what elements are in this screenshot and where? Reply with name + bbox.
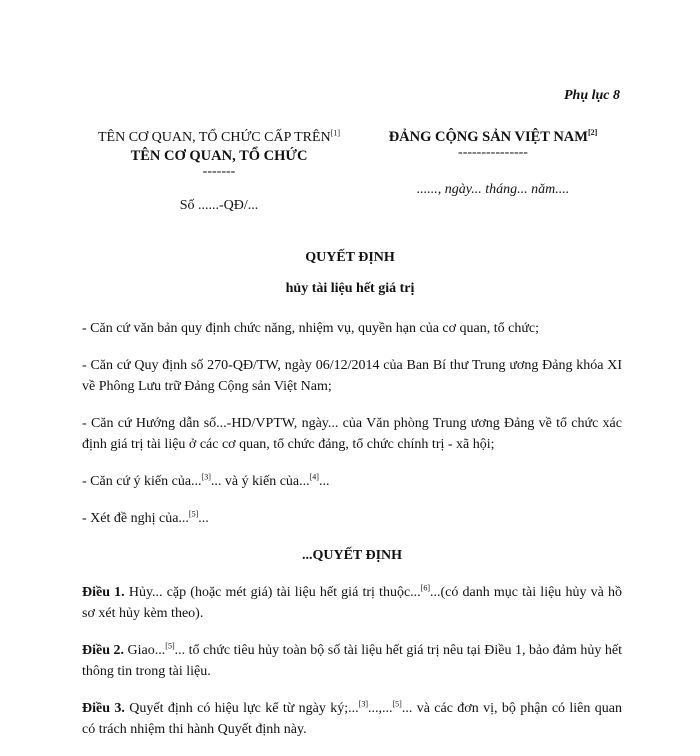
title-block [0, 250, 700, 297]
article-3: Điều 3. Quyết định có hiệu lực kể từ ngày ký;...[3]...,...[5]... và các đơn vị, bộ phận có liên quan có trách nhiệm thi hành Quyết định này. [82, 699, 622, 737]
basis-paragraph: - Căn cứ Quy định số 270-QĐ/TW, ngày 06/12/2014 của Ban Bí thư Trung ương Đảng khóa XI về Phông Lưu trữ Đảng Cộng sản Việt Nam; [82, 358, 622, 394]
footnote-ref: [5] [165, 641, 175, 651]
footnote-ref: [3] [358, 699, 368, 709]
footnote-ref: [3] [201, 472, 211, 482]
appendix-label: Phụ lục 8 [563, 88, 620, 103]
article-2: Điều 2. Giao...[5]... tổ chức tiêu hủy toàn bộ số tài liệu hết giá trị nêu tại Điều 1, bảo đảm hủy hết thông tin trong tài liệu. [82, 641, 623, 679]
organization-name: TÊN CƠ QUAN, TỔ CHỨC [130, 148, 308, 164]
document-title: QUYẾT ĐỊNH [305, 250, 395, 265]
footnote-ref: [6] [420, 583, 430, 593]
article-1: Điều 1. Hủy... cặp (hoặc mét giá) tài liệu hết giá trị thuộc...[6]...(có danh mục tài liệu hủy và hồ sơ xét hủy kèm theo). [82, 583, 623, 621]
footnote-ref: [4] [309, 472, 319, 482]
document-number: Số ......-QĐ/... [179, 198, 259, 213]
parent-organization: TÊN CƠ QUAN, TỔ CHỨC CẤP TRÊN[1] [97, 128, 340, 145]
footnote-ref: [2] [587, 128, 598, 138]
footnote-ref: [1] [330, 128, 340, 138]
footnote-ref: [5] [188, 509, 199, 519]
article-label: Điều 2. [82, 643, 125, 658]
party-separator: --------------- [458, 145, 528, 160]
article-label: Điều 1. [82, 585, 125, 600]
basis-paragraph: - Xét đề nghị của...[5]... [82, 509, 209, 526]
article-label: Điều 3. [82, 701, 125, 716]
basis-paragraph: - Căn cứ ý kiến của...[3]... và ý kiến của...[4]... [82, 472, 330, 489]
decision-heading: ...QUYẾT ĐỊNH [301, 548, 403, 563]
footnote-ref: [5] [392, 699, 402, 709]
party-name: ĐẢNG CỘNG SẢN VIỆT NAM[2] [388, 128, 598, 145]
basis-paragraph: - Căn cứ văn bản quy định chức năng, nhiệm vụ, quyền hạn của cơ quan, tổ chức; [82, 321, 540, 336]
header-right [368, 128, 618, 199]
date-line: ......, ngày... tháng... năm.... [416, 182, 570, 197]
document-subtitle: hủy tài liệu hết giá trị [285, 281, 415, 296]
document-body [82, 318, 622, 756]
organization-separator: ------- [202, 164, 236, 179]
basis-paragraph: - Căn cứ Hướng dẫn số...-HD/VPTW, ngày... của Văn phòng Trung ương Đảng về tổ chức xác định giá trị tài liệu ở các cơ quan, tổ chức đảng, tổ chức chính trị - xã hội; [82, 416, 622, 452]
header-left [84, 128, 354, 215]
